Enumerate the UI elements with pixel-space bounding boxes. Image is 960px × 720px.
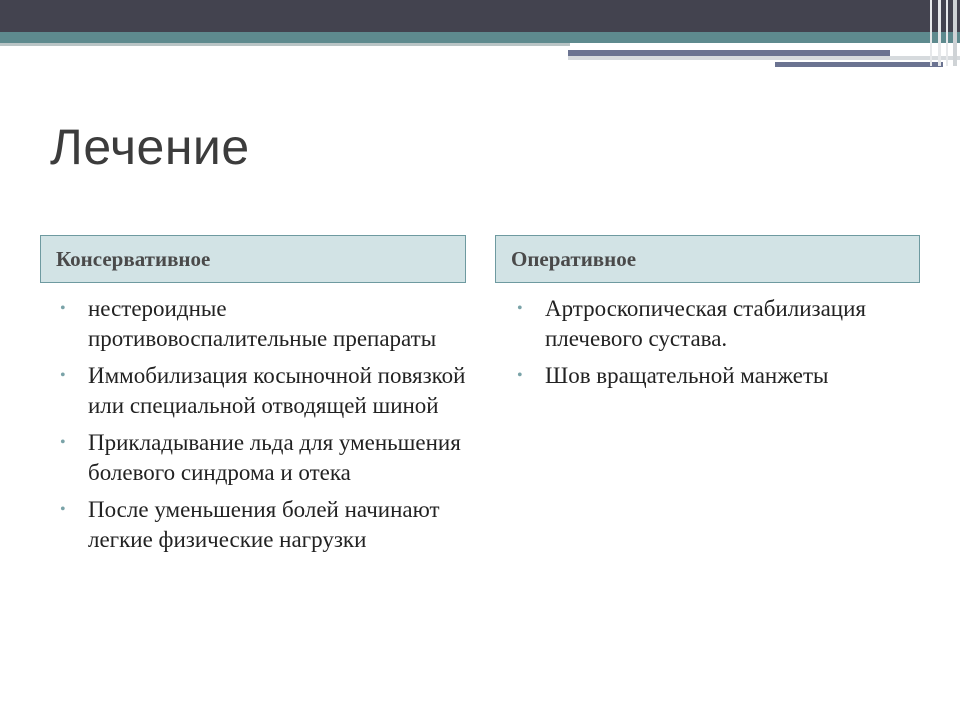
list-item [60,361,470,421]
accent-bar-2 [775,62,943,67]
slide-title: Лечение [50,119,250,175]
decorative-line [953,0,957,66]
list-item [60,294,470,354]
top-bar-light [0,43,570,46]
accent-bar-shadow [568,56,960,60]
list-item-text: нестероидные противовоспалительные препараты [88,296,437,351]
list-item-text: Иммобилизация косыночной повязкой или специальной отводящей шиной [88,363,466,418]
list-item [517,361,927,391]
top-bar-teal [0,32,960,43]
list-item [60,495,470,555]
bullet-icon: • [60,434,66,451]
column-header-operative: Оперативное [495,235,920,283]
decorative-line [946,0,948,66]
list-item [60,428,470,488]
list-item-text: Артроскопическая стабилизация плечевого сустава. [545,296,867,351]
bullet-icon: • [60,367,66,384]
bullet-icon: • [60,501,66,518]
bullet-list-operative [517,294,927,398]
bullet-icon: • [517,300,523,317]
bullet-icon: • [517,367,523,384]
decorative-line [938,0,941,66]
list-item-text: Шов вращательной манжеты [545,363,829,388]
decorative-line [930,0,932,66]
top-bar-dark [0,0,960,32]
list-item-text: Прикладывание льда для уменьшения болевого синдрома и отека [88,430,461,485]
list-item [517,294,927,354]
bullet-icon: • [60,300,66,317]
column-header-conservative: Консервативное [40,235,466,283]
bullet-list-conservative [60,294,470,562]
list-item-text: После уменьшения болей начинают легкие физические нагрузки [88,497,440,552]
